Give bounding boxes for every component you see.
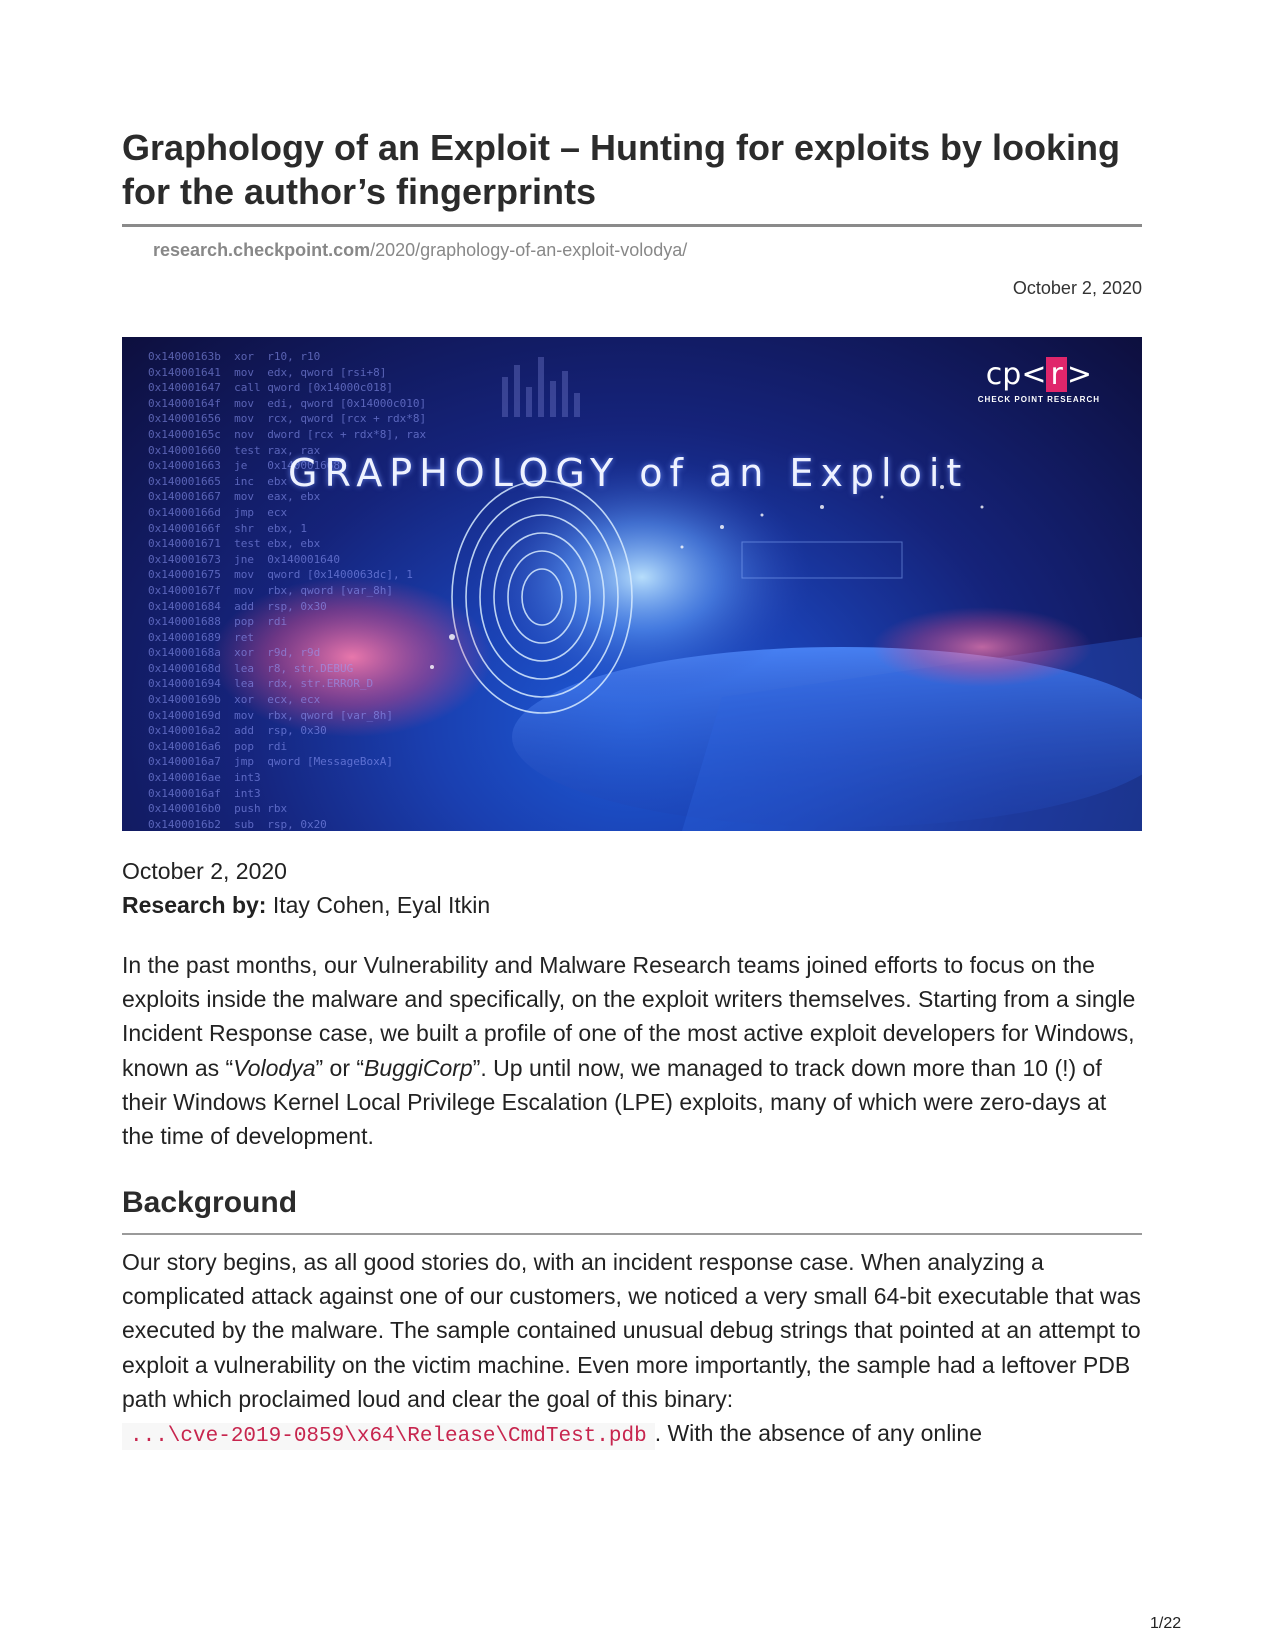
header-date: October 2, 2020 [1012,278,1142,298]
alias-buggicorp: BuggiCorp [364,1054,473,1081]
page-number: 1/22 [1150,1615,1182,1632]
article-date: October 2, 2020 [122,858,287,884]
check-point-research-logo [978,357,1100,404]
page-title: Graphology of an Exploit – Hunting for exploits by looking for the author’s fingerprints [122,127,1121,212]
logo-subtitle: CHECK POINT RESEARCH [977,395,1100,404]
hand-glow-right [872,607,1092,687]
hero-banner-image [122,337,1142,831]
background-text-b: . With the absence of any online [654,1420,982,1447]
logo-r: r [1046,357,1066,392]
background-paragraph [122,1245,1142,1454]
logo-prefix: cp< [985,357,1047,392]
byline [122,892,490,919]
section-heading-background: Background [122,1186,298,1219]
byline-authors: Itay Cohen, Eyal Itkin [272,892,491,918]
hero-title: GRAPHOLOGY of an Exploit [288,451,969,495]
background-text-a: Our story begins, as all good stories do, with an incident response case. When analyzing a complicated attack against one of our customers, we noticed a very small 64-bit executable that was executed by the malware. The sample contained unusual debug strings that pointed at an attempt to exploit a vulnerability on the victim machine. Even more importantly, the sample had a leftover PDB path which proclaimed loud and clear the goal of this binary: [122,1249,1141,1412]
hero-bar-graphic [502,357,580,417]
intro-paragraph [122,948,1142,1153]
intro-text-a: In the past months, our Vulnerability and Malware Research teams joined efforts to focus on the exploits inside the malware and specifically, on the exploit writers themselves. Starting from a single Incident Response case, we built a profile of one of the most active exploit developers for Windows, known as “ [122,952,1136,1081]
logo-suffix: > [1066,357,1092,392]
source-path: /2020/graphology-of-an-exploit-volodya/ [370,240,688,260]
source-host: research.checkpoint.com [153,240,371,260]
section-divider [122,1233,1142,1235]
byline-label: Research by: [122,892,267,918]
intro-text-c: ”. Up until now, we managed to track down more than 10 (!) of their Windows Kernel Local Privilege Escalation (LPE) exploits, many of which were zero-days at the time of development. [122,1054,1107,1150]
title-divider [122,224,1142,227]
hero-code-listing: 0x14000163b xor r10, r10 0x140001641 mov edx, qword [rsi+8] 0x140001647 call qword [0x14000c018] 0x14000164f mov edi, qword [0x14000c010] 0x140001656 mov rcx, qword [rcx + rdx*8] 0x14000165c nov dword [rcx + rdx*8], rax 0x140001660 test rax, rax 0x140001663 je 0x140001668 0x140001665 inc ebx 0x140001667 mov eax, ebx 0x14000166d jmp ecx 0x14000166f shr ebx, 1 0x140001671 test ebx, ebx 0x140001673 jne 0x140001640 0x140001675 mov qword [0x1400063dc], 1 0x14000167f mov rbx, qword [var_8h] 0x140001684 add rsp, 0x30 0x140001688 pop rdi 0x140001689 ret 0x14000168a xor r9d, r9d 0x14000168d lea r8, str.DEBUG 0x140001694 lea rdx, str.ERROR_D 0x14000169b xor ecx, ecx 0x14000169d mov rbx, qword [var_8h] 0x1400016a2 add rsp, 0x30 0x1400016a6 pop rdi 0x1400016a7 jmp qword [MessageBoxA] 0x1400016ae int3 0x1400016af int3 0x1400016b0 push rbx 0x1400016b2 sub rsp, 0x20 [148,350,427,831]
intro-text-b: ” or “ [315,1054,365,1081]
source-url[interactable] [153,240,687,261]
alias-volodya: Volodya [233,1054,316,1081]
pdb-path-code: ...\cve-2019-0859\x64\Release\CmdTest.pdb [122,1423,655,1450]
